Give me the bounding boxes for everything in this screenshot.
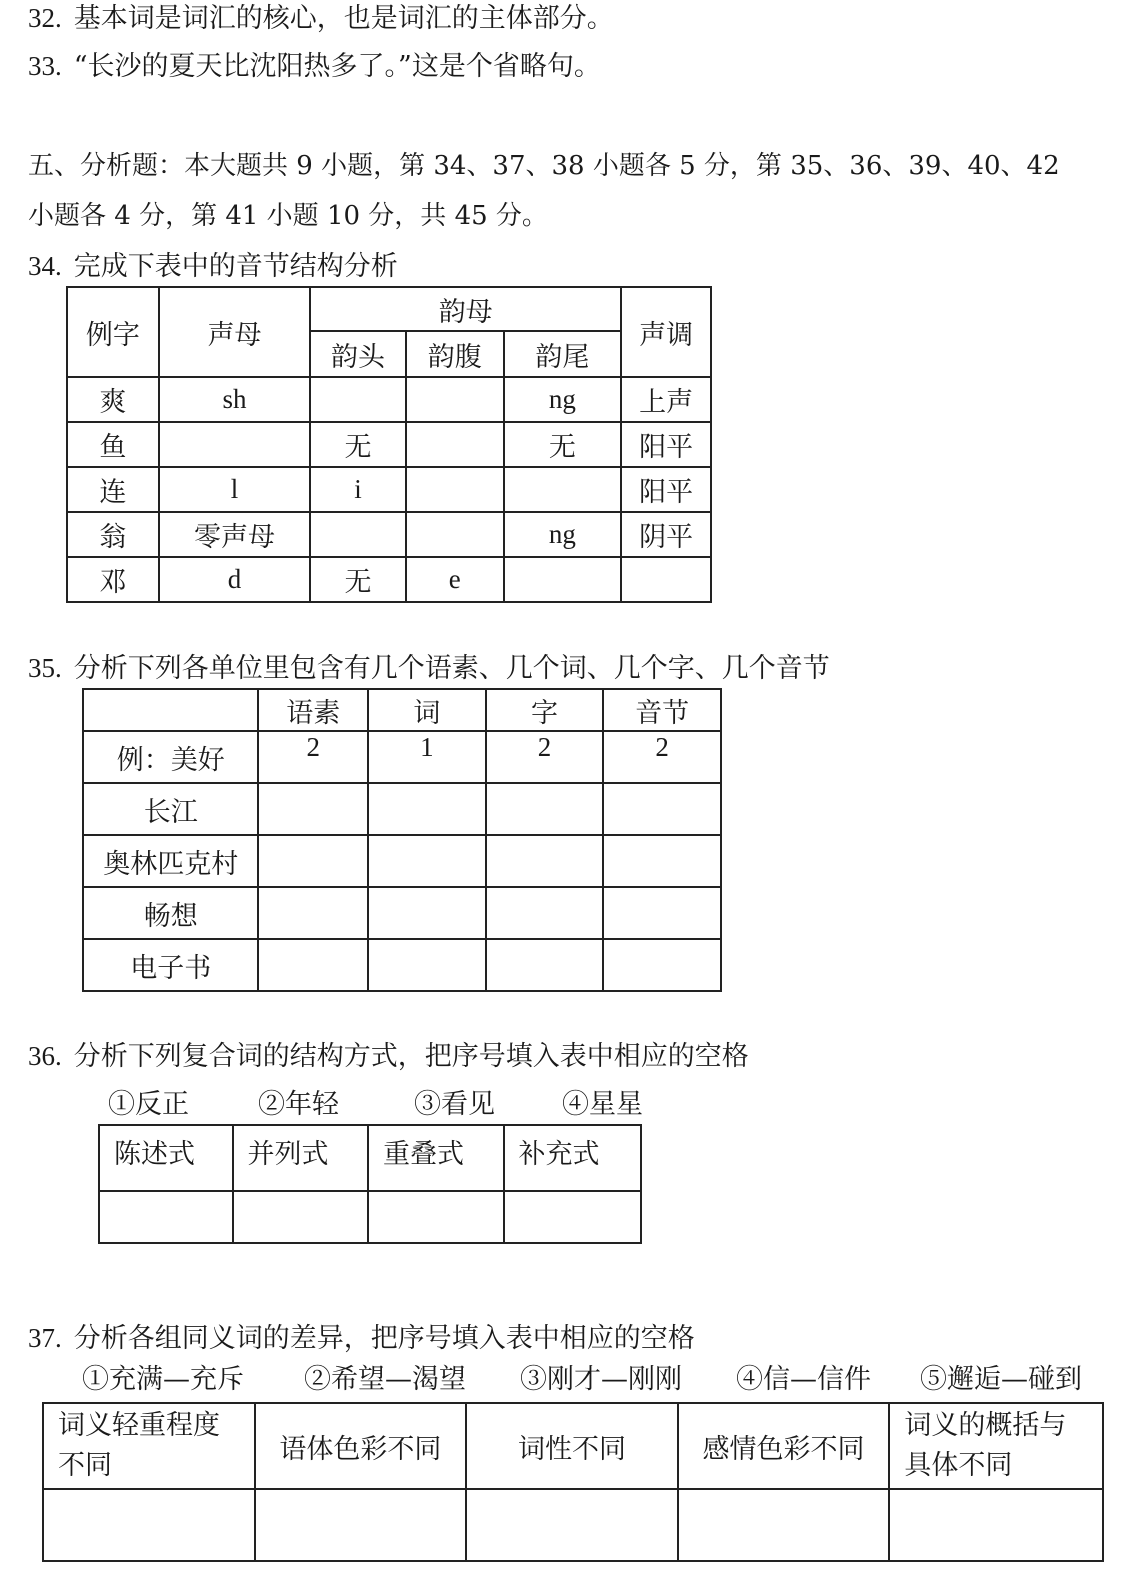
- cell-initial: d: [159, 557, 310, 602]
- answer-cell[interactable]: [466, 1489, 678, 1561]
- question-number: 37.: [28, 1323, 62, 1353]
- table-row: [67, 512, 711, 557]
- question-text: 基本词是词汇的核心，也是词汇的主体部分。: [73, 3, 614, 34]
- answer-row: [99, 1191, 641, 1243]
- header-morphemes: 语素: [258, 689, 368, 731]
- cell-main: [406, 467, 504, 512]
- option-4: ④星星: [562, 1089, 643, 1120]
- header-reduplicated: 重叠式: [368, 1125, 504, 1191]
- table-row: [83, 731, 721, 783]
- cell-unit: 电子书: [83, 939, 258, 991]
- cell-chars: 2: [486, 731, 604, 783]
- option-4: ④信—信件: [736, 1364, 871, 1395]
- syllable-structure-table: [66, 286, 712, 603]
- cell-morphemes: [258, 939, 368, 991]
- question-37: [28, 1320, 695, 1357]
- header-subject-predicate: 陈述式: [99, 1125, 233, 1191]
- header-degree-line2: 不同: [58, 1450, 112, 1481]
- cell-medial: 无: [310, 557, 406, 602]
- question-35: [28, 650, 830, 687]
- cell-words: 1: [368, 731, 486, 783]
- cell-ending: [504, 557, 622, 602]
- cell-tone: 阳平: [621, 422, 711, 467]
- question-number: 33.: [28, 51, 62, 81]
- question-text: 分析下列复合词的结构方式，把序号填入表中相应的空格: [73, 1041, 749, 1072]
- question-text: 分析下列各单位里包含有几个语素、几个词、几个字、几个音节: [73, 653, 830, 684]
- header-example-char: 例字: [67, 287, 159, 377]
- option-3: ③看见: [414, 1089, 495, 1120]
- cell-words: [368, 783, 486, 835]
- cell-main: [406, 422, 504, 467]
- question-number: 35.: [28, 653, 62, 683]
- cell-main: e: [406, 557, 504, 602]
- cell-syllables: [603, 939, 721, 991]
- header-generality-line1: 词义的概括与: [904, 1410, 1067, 1441]
- header-final: 韵母: [310, 287, 621, 331]
- header-chars: 字: [486, 689, 604, 731]
- header-part-of-speech: 词性不同: [466, 1403, 678, 1489]
- option-1: ①反正: [108, 1089, 189, 1120]
- table-row: [67, 422, 711, 467]
- header-syllables: 音节: [603, 689, 721, 731]
- cell-char: 鱼: [67, 422, 159, 467]
- cell-morphemes: [258, 887, 368, 939]
- header-generality-line2: 具体不同: [904, 1450, 1013, 1481]
- header-complement: 补充式: [504, 1125, 642, 1191]
- question-number: 32.: [28, 3, 62, 33]
- cell-ending: [504, 467, 622, 512]
- cell-medial: 无: [310, 422, 406, 467]
- question-number: 34.: [28, 251, 62, 281]
- header-register: 语体色彩不同: [255, 1403, 467, 1489]
- cell-morphemes: [258, 783, 368, 835]
- cell-initial: l: [159, 467, 310, 512]
- section-5-heading-line2: 小题各 4 分，第 41 小题 10 分，共 45 分。: [28, 201, 548, 231]
- cell-words: [368, 835, 486, 887]
- question-33: [28, 48, 601, 85]
- table-row: [67, 557, 711, 602]
- cell-words: [368, 939, 486, 991]
- cell-medial: i: [310, 467, 406, 512]
- answer-cell[interactable]: [233, 1191, 369, 1243]
- table-row: [83, 939, 721, 991]
- section-5-heading-line1: 五、分析题：本大题共 9 小题，第 34、37、38 小题各 5 分，第 35、36、39、40、42: [28, 151, 1060, 181]
- cell-initial: sh: [159, 377, 310, 422]
- question-text: 分析各组同义词的差异，把序号填入表中相应的空格: [73, 1323, 695, 1354]
- table-row: [83, 835, 721, 887]
- question-text: 完成下表中的音节结构分析: [73, 251, 398, 282]
- cell-syllables: [603, 835, 721, 887]
- header-words: 词: [368, 689, 486, 731]
- cell-unit: 长江: [83, 783, 258, 835]
- cell-initial: [159, 422, 310, 467]
- question-36: [28, 1038, 749, 1075]
- cell-morphemes: 2: [258, 731, 368, 783]
- cell-syllables: [603, 783, 721, 835]
- cell-unit: 奥林匹克村: [83, 835, 258, 887]
- cell-tone: 阳平: [621, 467, 711, 512]
- question-32: [28, 0, 614, 37]
- cell-tone: 阴平: [621, 512, 711, 557]
- cell-chars: [486, 887, 604, 939]
- synonym-difference-table: [42, 1402, 1104, 1562]
- cell-syllables: [603, 887, 721, 939]
- cell-tone: [621, 557, 711, 602]
- cell-main: [406, 377, 504, 422]
- header-medial: 韵头: [310, 331, 406, 377]
- compound-structure-table: [98, 1124, 642, 1244]
- cell-medial: [310, 512, 406, 557]
- header-degree-line1: 词义轻重程度: [58, 1410, 220, 1441]
- answer-cell[interactable]: [368, 1191, 504, 1243]
- question-text: “长沙的夏天比沈阳热多了。”这是个省略句。: [73, 51, 601, 82]
- header-main-vowel: 韵腹: [406, 331, 504, 377]
- cell-initial: 零声母: [159, 512, 310, 557]
- cell-char: 邓: [67, 557, 159, 602]
- cell-main: [406, 512, 504, 557]
- answer-cell[interactable]: [99, 1191, 233, 1243]
- cell-ending: ng: [504, 512, 622, 557]
- cell-char: 连: [67, 467, 159, 512]
- header-initial: 声母: [159, 287, 310, 377]
- answer-cell[interactable]: [255, 1489, 467, 1561]
- header-coordinate: 并列式: [233, 1125, 369, 1191]
- cell-chars: [486, 835, 604, 887]
- answer-row: [43, 1489, 1103, 1561]
- cell-medial: [310, 377, 406, 422]
- cell-unit: 畅想: [83, 887, 258, 939]
- table-row: [67, 467, 711, 512]
- cell-tone: 上声: [621, 377, 711, 422]
- option-5: ⑤邂逅—碰到: [920, 1364, 1082, 1395]
- table-row: [67, 377, 711, 422]
- cell-words: [368, 887, 486, 939]
- option-3: ③刚才—刚刚: [520, 1364, 682, 1395]
- question-number: 36.: [28, 1041, 62, 1071]
- option-1: ①充满—充斥: [82, 1364, 244, 1395]
- cell-char: 爽: [67, 377, 159, 422]
- answer-cell[interactable]: [43, 1489, 255, 1561]
- header-degree: [43, 1403, 255, 1489]
- answer-cell[interactable]: [504, 1191, 642, 1243]
- cell-morphemes: [258, 835, 368, 887]
- header-blank: [83, 689, 258, 731]
- cell-unit: 例：美好: [83, 731, 258, 783]
- header-tone: 声调: [621, 287, 711, 377]
- option-2: ②希望—渴望: [304, 1364, 466, 1395]
- cell-chars: [486, 783, 604, 835]
- header-generality: [889, 1403, 1103, 1489]
- cell-chars: [486, 939, 604, 991]
- table-row: [83, 783, 721, 835]
- unit-analysis-table: [82, 688, 722, 992]
- cell-ending: 无: [504, 422, 622, 467]
- header-emotional-color: 感情色彩不同: [678, 1403, 890, 1489]
- answer-cell[interactable]: [678, 1489, 890, 1561]
- question-34: [28, 248, 398, 285]
- option-2: ②年轻: [258, 1089, 339, 1120]
- table-row: [83, 887, 721, 939]
- cell-syllables: 2: [603, 731, 721, 783]
- header-ending: 韵尾: [504, 331, 622, 377]
- answer-cell[interactable]: [889, 1489, 1103, 1561]
- cell-char: 翁: [67, 512, 159, 557]
- cell-ending: ng: [504, 377, 622, 422]
